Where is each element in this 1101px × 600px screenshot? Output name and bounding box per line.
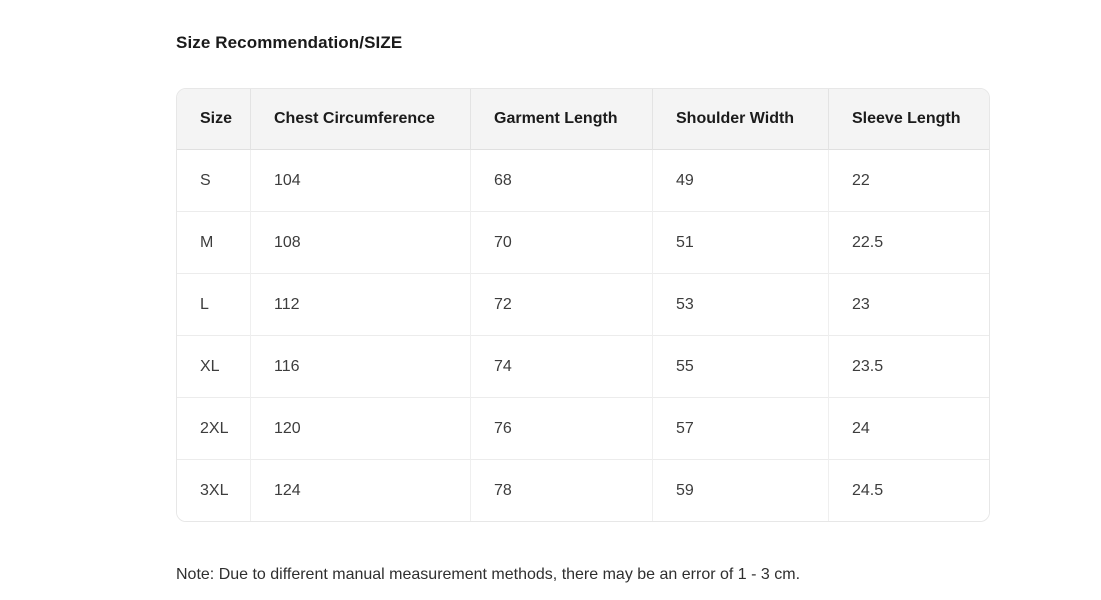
measurement-note: Note: Due to different manual measurement methods, there may be an error of 1 - 3 cm. (176, 566, 801, 583)
table-row (177, 274, 989, 336)
measurement-cell: 53 (653, 274, 829, 336)
measurement-cell: 22.5 (829, 212, 989, 274)
measurement-cell: 124 (251, 460, 471, 521)
size-table-container (176, 88, 988, 522)
measurement-cell: 59 (653, 460, 829, 521)
size-cell: 3XL (177, 460, 251, 521)
measurement-cell: 72 (471, 274, 653, 336)
table-row (177, 336, 989, 398)
size-cell: M (177, 212, 251, 274)
measurement-cell: 120 (251, 398, 471, 460)
table-row (177, 212, 989, 274)
column-header: Size (177, 89, 251, 150)
measurement-cell: 49 (653, 150, 829, 212)
measurement-cell: 104 (251, 150, 471, 212)
size-cell: XL (177, 336, 251, 398)
size-cell: S (177, 150, 251, 212)
measurement-cell: 76 (471, 398, 653, 460)
measurement-cell: 57 (653, 398, 829, 460)
measurement-cell: 108 (251, 212, 471, 274)
column-header: Shoulder Width (653, 89, 829, 150)
measurement-cell: 24 (829, 398, 989, 460)
table-row (177, 460, 989, 521)
measurement-cell: 51 (653, 212, 829, 274)
measurement-cell: 68 (471, 150, 653, 212)
size-table (176, 88, 990, 522)
measurement-cell: 55 (653, 336, 829, 398)
column-header: Sleeve Length (829, 89, 989, 150)
measurement-cell: 116 (251, 336, 471, 398)
page-title: Size Recommendation/SIZE (176, 33, 403, 52)
measurement-cell: 112 (251, 274, 471, 336)
size-table-head (177, 89, 989, 150)
measurement-cell: 70 (471, 212, 653, 274)
size-cell: L (177, 274, 251, 336)
column-header: Garment Length (471, 89, 653, 150)
table-row (177, 150, 989, 212)
column-header: Chest Circumference (251, 89, 471, 150)
measurement-cell: 74 (471, 336, 653, 398)
size-table-header-row (177, 89, 989, 150)
table-row (177, 398, 989, 460)
measurement-cell: 78 (471, 460, 653, 521)
size-cell: 2XL (177, 398, 251, 460)
measurement-cell: 22 (829, 150, 989, 212)
measurement-cell: 23 (829, 274, 989, 336)
measurement-cell: 24.5 (829, 460, 989, 521)
size-table-body (177, 150, 989, 521)
measurement-cell: 23.5 (829, 336, 989, 398)
